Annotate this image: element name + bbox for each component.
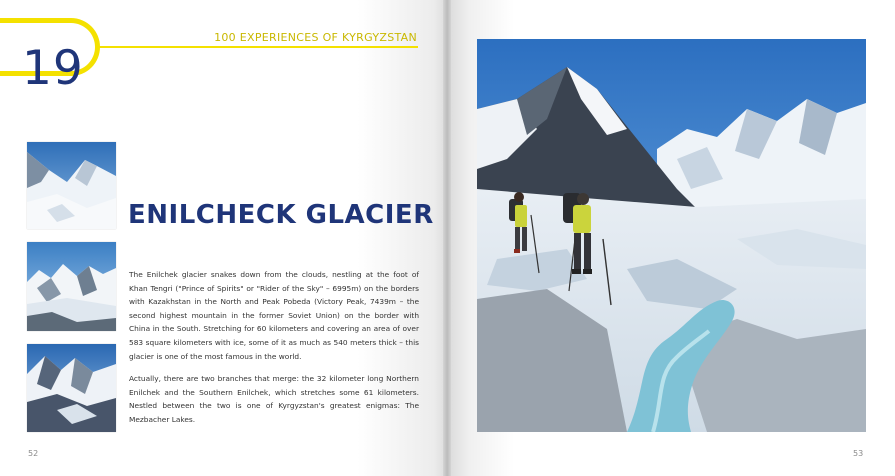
thumbnail-photo-mountain-range <box>27 242 116 331</box>
series-title: 100 EXPERIENCES OF KYRGYZSTAN <box>214 31 417 44</box>
book-spine-shadow <box>443 0 451 476</box>
left-page <box>0 0 447 476</box>
article-body <box>129 268 419 436</box>
article-title: ENILCHECK GLACIER <box>128 200 434 230</box>
thumbnail-photo-snowy-peaks <box>27 142 116 229</box>
thumbnail-photo-mountain-ridge <box>27 344 116 432</box>
experience-number: 19 <box>22 41 84 96</box>
article-paragraph-1: The Enilchek glacier snakes down from the clouds, nestling at the foot of Khan Tengri ("Prince of Spirits" or "Rider of the Sky" – 6995m) on the borders with Kazakhstan in the North and Peak Pobeda (Victory Peak, 7439m – the second highest mountain in the former Soviet Union) on the border with China in the South. Stretching for 60 kilometers and covering an area of over 583 square kilometers with ice, some of it as much as 540 meters thick – this glacier is one of the most famous in the world. <box>129 270 419 361</box>
page-number-right: 53 <box>853 449 864 458</box>
header-rule <box>97 46 418 48</box>
experience-badge <box>0 18 100 96</box>
page-number-left: 52 <box>28 449 39 458</box>
main-photo-glacier-hikers <box>477 39 866 432</box>
article-paragraph-2: Actually, there are two branches that merge: the 32 kilometer long Northern Enilchek and the Southern Enilchek, which stretches some 61 kilometers. Nestled between the two is one of Kyrgyzstan's greatest enigmas: The Mezbacher Lakes. <box>129 374 419 424</box>
